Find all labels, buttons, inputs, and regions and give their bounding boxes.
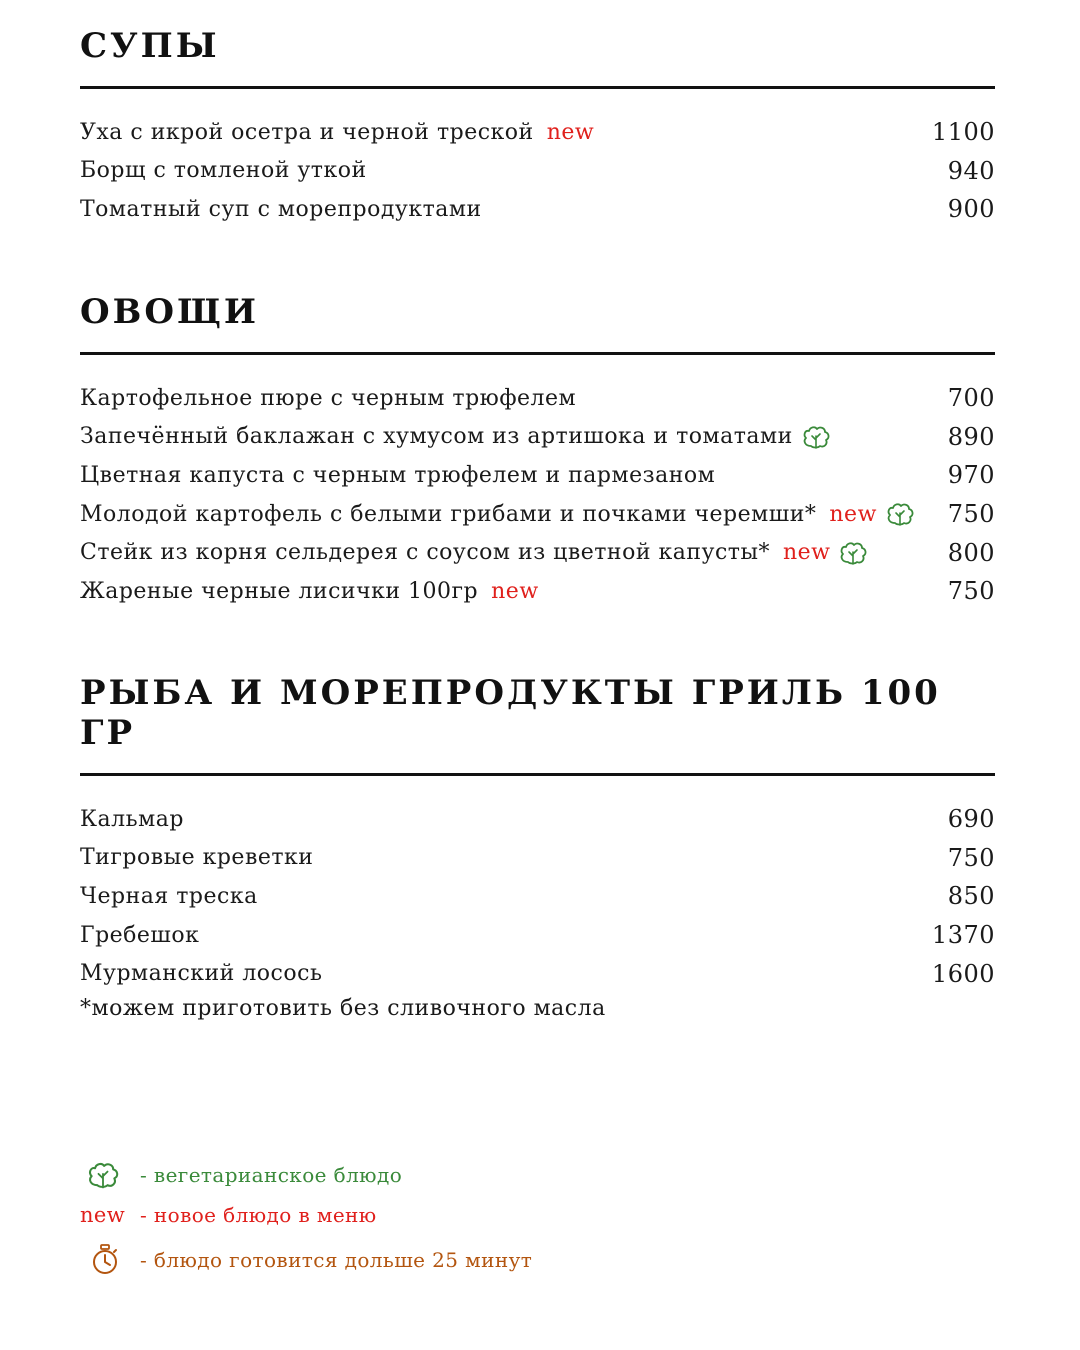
new-badge: new [80, 1203, 126, 1227]
item-price: 800 [947, 538, 995, 567]
menu-item [80, 916, 995, 955]
section-grill [80, 673, 995, 993]
item-name: Картофельное пюре с черным трюфелем [80, 385, 577, 411]
section-title: СУПЫ [80, 26, 220, 66]
menu-item [80, 379, 995, 418]
item-price: 1600 [931, 959, 995, 988]
item-name: Черная треска [80, 883, 258, 909]
item-name: Борщ с томленой уткой [80, 158, 367, 184]
legend-vegetarian-text: - вегетарианское блюдо [140, 1163, 403, 1187]
item-name: Жареные черные лисички 100гр [80, 578, 479, 604]
legend-new-text: - новое блюдо в меню [140, 1203, 377, 1227]
new-badge: new [829, 501, 877, 527]
menu-item [80, 152, 995, 191]
stopwatch-icon [90, 1244, 120, 1276]
new-badge: new [782, 540, 831, 566]
item-price: 1100 [931, 118, 995, 147]
vegetarian-icon [801, 424, 831, 450]
menu-item [80, 839, 995, 878]
menu-item [80, 190, 995, 229]
new-badge: new [546, 119, 595, 145]
item-name: Кальмар [80, 806, 184, 832]
menu-item [80, 495, 995, 534]
legend-new [80, 1203, 377, 1227]
item-price: 750 [947, 500, 995, 529]
menu-item [80, 456, 995, 495]
item-name: Молодой картофель с белыми грибами и почками черемши* [80, 501, 817, 527]
item-price: 850 [947, 882, 995, 911]
item-price: 750 [947, 577, 995, 606]
vegetarian-icon [86, 1160, 120, 1190]
item-name: Мурманский лосось [80, 961, 323, 987]
section-divider [80, 352, 995, 355]
item-price: 900 [947, 195, 995, 224]
section-divider [80, 773, 995, 776]
menu-item [80, 533, 995, 572]
legend-vegetarian [80, 1160, 402, 1190]
item-price: 700 [947, 384, 995, 413]
vegetarian-icon [838, 540, 868, 566]
section-soups [80, 26, 995, 229]
item-name: Уха с икрой осетра и черной треской [80, 119, 534, 145]
item-price: 940 [947, 156, 995, 185]
item-name: Запечённый баклажан с хумусом из артишока и томатами [80, 424, 793, 450]
item-price: 890 [947, 422, 995, 451]
item-name: Тигровые креветки [80, 845, 314, 871]
item-price: 750 [947, 843, 995, 872]
item-name: Томатный суп с морепродуктами [80, 196, 482, 222]
item-price: 970 [947, 461, 995, 490]
section-title: ОВОЩИ [80, 292, 260, 332]
item-name: Стейк из корня сельдерея с соусом из цветной капусты* [80, 540, 770, 566]
footnote: *можем приготовить без сливочного масла [80, 996, 606, 1021]
vegetarian-icon [885, 501, 915, 527]
menu-item [80, 877, 995, 916]
legend-long-cook [80, 1244, 532, 1276]
menu-item [80, 418, 995, 457]
section-title: РЫБА И МОРЕПРОДУКТЫ ГРИЛЬ 100 ГР [80, 673, 941, 753]
legend-long-cook-text: - блюдо готовится дольше 25 минут [140, 1248, 533, 1272]
section-divider [80, 86, 995, 89]
menu-item [80, 954, 995, 993]
menu-item [80, 800, 995, 839]
section-vegetables [80, 292, 995, 611]
item-name: Гребешок [80, 922, 200, 948]
new-badge: new [491, 578, 539, 604]
menu-item [80, 113, 995, 152]
item-name: Цветная капуста с черным трюфелем и пармезаном [80, 462, 716, 488]
item-price: 1370 [931, 921, 995, 950]
menu-item [80, 572, 995, 611]
item-price: 690 [947, 805, 995, 834]
